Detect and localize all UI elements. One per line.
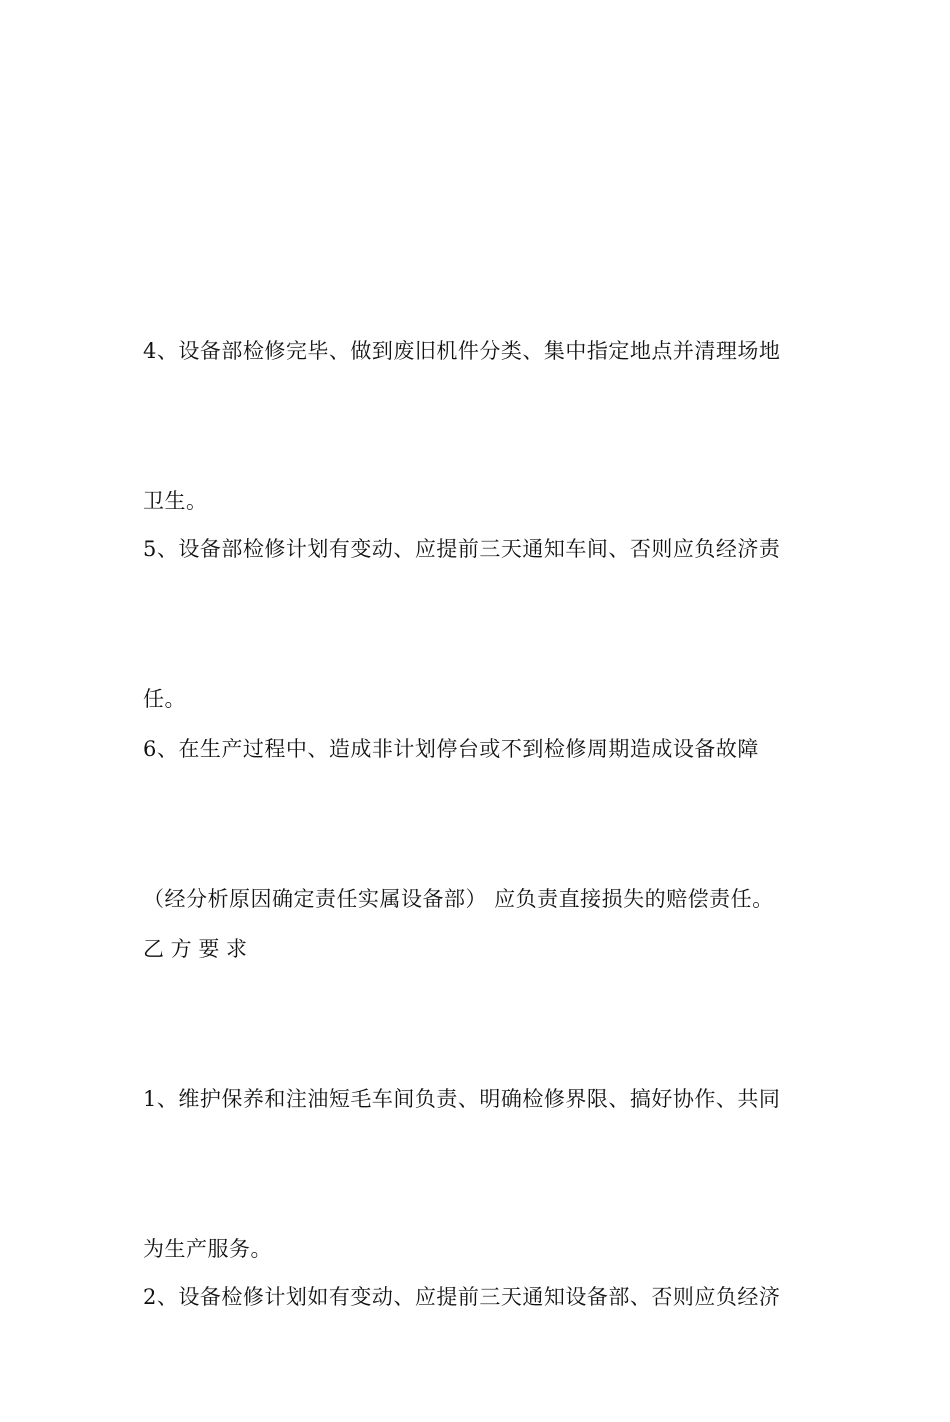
section-heading-text: 乙 方 要 求 xyxy=(143,937,248,961)
paragraph-line: 6、在生产过程中、造成非计划停台或不到检修周期造成设备故障 xyxy=(143,737,759,761)
paragraph-line: 为生产服务。 xyxy=(143,1237,272,1261)
paragraph-line: 4、设备部检修完毕、做到废旧机件分类、集中指定地点并清理场地 xyxy=(143,339,781,363)
paragraph-line: 任。 xyxy=(143,687,186,711)
paragraph-line: 5、设备部检修计划有变动、应提前三天通知车间、否则应负经济责 xyxy=(143,537,781,561)
paragraph-line: 2、设备检修计划如有变动、应提前三天通知设备部、否则应负经济 xyxy=(143,1285,781,1309)
paragraph-line: （经分析原因确定责任实属设备部） 应负责直接损失的赔偿责任。 xyxy=(143,887,774,911)
paragraph-line: 卫生。 xyxy=(143,489,208,513)
paragraph-line: 1、维护保养和注油短毛车间负责、明确检修界限、搞好协作、共同 xyxy=(143,1087,781,1111)
section-paragraph-item-2 xyxy=(143,1172,808,1422)
